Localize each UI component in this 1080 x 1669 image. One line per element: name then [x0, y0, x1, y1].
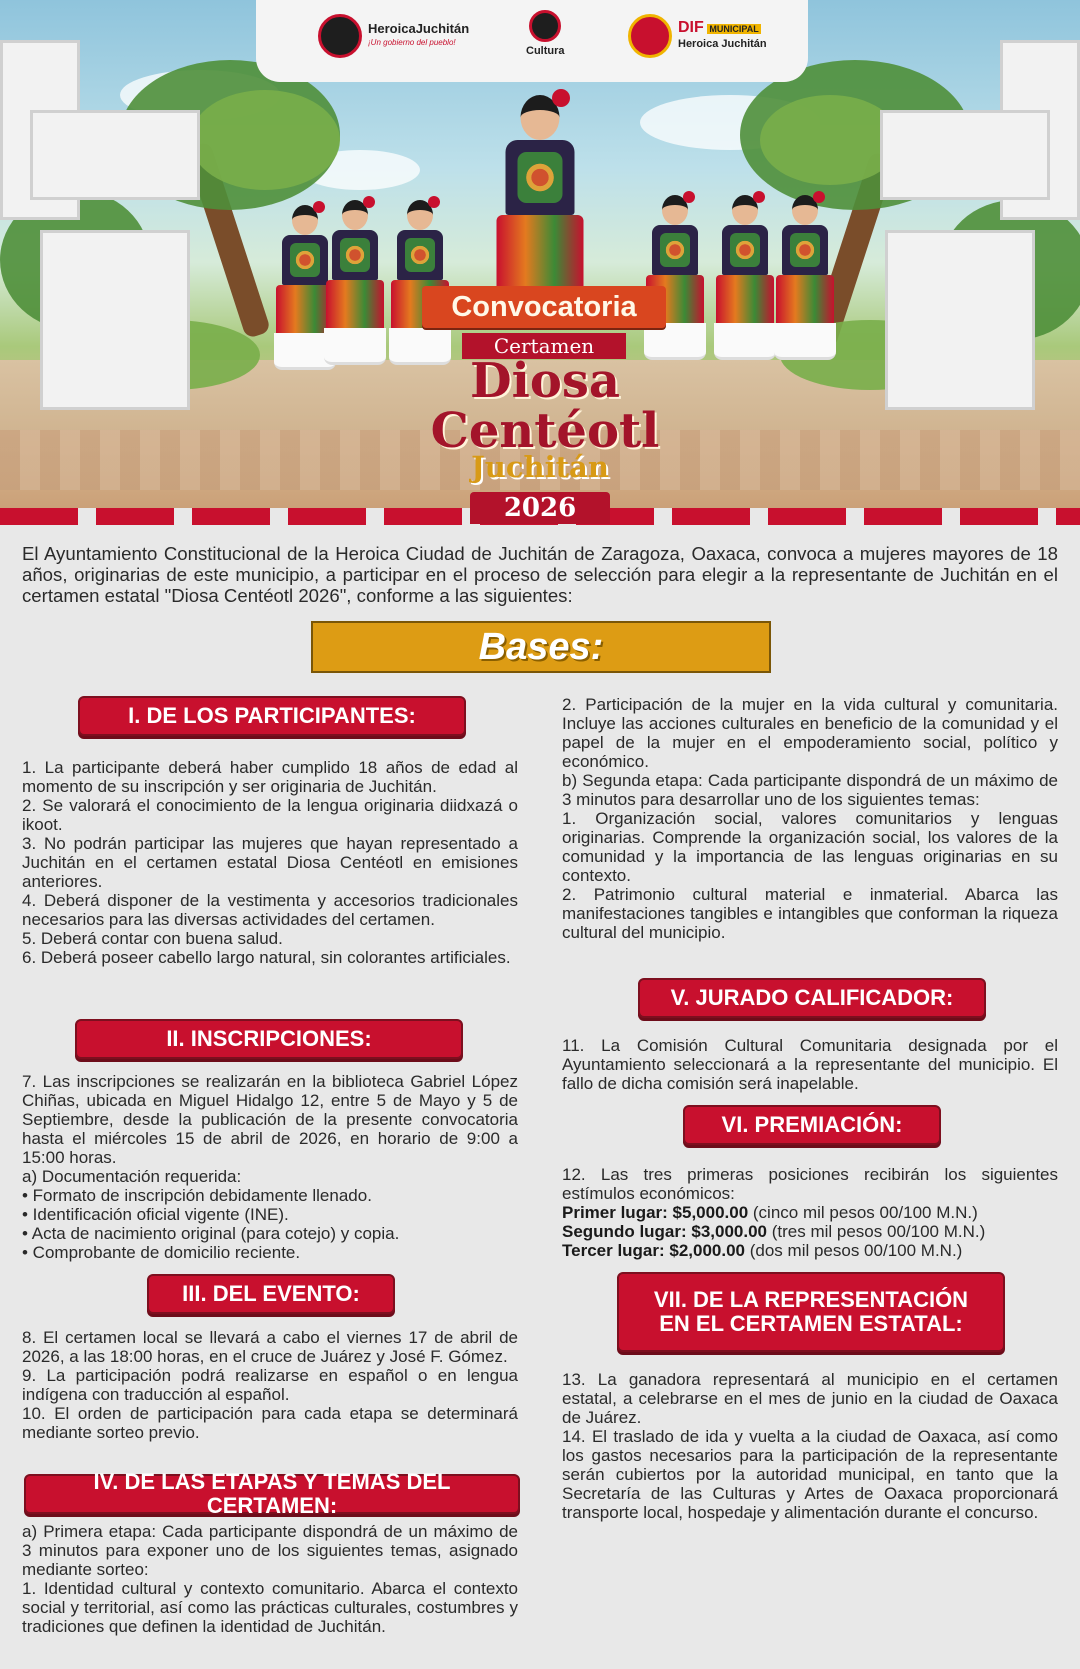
- dancer-illustration: [640, 195, 710, 365]
- section-evento-text: 8. El certamen local se llevará a cabo el viernes 17 de abril de 2026, a las 18:00 horas, en el cruce de Juárez y José F. Gómez. 9. La participación podrá realizarse en español o en lengua indígena con traducción al español. 10. El orden de participación para cada etapa se determinará mediante sorteo previo.: [22, 1328, 518, 1442]
- intro-paragraph: El Ayuntamiento Constitucional de la Heroica Ciudad de Juchitán de Zaragoza, Oaxaca, convoca a mujeres mayores de 18 años, originarias de este municipio, a participar en el proceso de selección para elegir a la representante de Juchitán en el certamen estatal "Diosa Centéotl 2026", conforme a las siguientes:: [22, 543, 1058, 606]
- prize-second: Segundo lugar: $3,000.00 (tres mil pesos 00/100 M.N.): [562, 1222, 986, 1241]
- header-illustration: [0, 0, 1080, 525]
- title-certamen: Certamen: [462, 333, 626, 359]
- title-juchitan: Juchitán: [471, 450, 609, 484]
- cultura-seal-icon: [529, 10, 561, 42]
- title-diosa-centeotl: Diosa Centéotl: [430, 353, 660, 459]
- section-title-inscripciones: II. INSCRIPCIONES:: [75, 1019, 463, 1059]
- section-jurado-text: 11. La Comisión Cultural Comunitaria designada por el Ayuntamiento seleccionará a la representante del municipio. El fallo de dicha comisión será inapelable.: [562, 1036, 1058, 1093]
- section-participantes-text: 1. La participante deberá haber cumplido 18 años de edad al momento de su inscripción y ser originaria de Juchitán. 2. Se valorará el conocimiento de la lengua originaria diidxazá o ikoot. 3. No podrán participar las mujeres que hayan representado a Juchitán en el certamen estatal Diosa Centéotl en emisiones anteriores. 4. Deberá disponer de la vestimenta y accesorios tradicionales necesarios para las diversas actividades del certamen. 5. Deberá contar con buena salud. 6. Deberá poseer cabello largo natural, sin colorantes artificiales.: [22, 758, 518, 967]
- dancer-illustration: [320, 200, 390, 370]
- section-premiacion-text: 12. Las tres primeras posiciones recibirán los siguientes estímulos económicos: Primer lugar: $5,000.00 (cinco mil pesos 00/100 M.N.) Segundo lugar: $3,000.00 (tres mil pesos 00/100 M.N.) Tercer lugar: $2,000.00 (dos mil pesos 00/100 M.N.): [562, 1165, 1058, 1260]
- logo-heroica-juchitan: HeroicaJuchitán ¡Un gobierno del pueblo!: [318, 14, 469, 58]
- section-title-evento: III. DEL EVENTO:: [147, 1274, 395, 1314]
- section-etapas-continued-text: 2. Participación de la mujer en la vida cultural y comunitaria. Incluye las acciones culturales en beneficio de la comunidad y el papel de la mujer en el empoderamiento social, político y económico. b) Segunda etapa: Cada participante dispondrá de un máximo de 3 minutos para desarrollar uno de los siguientes temas: 1. Organización social, valores comunitarios y lenguas originarias. Comprende la organización social, los valores de la comunidad y la importancia de las lenguas originarias en su contexto. 2. Patrimonio cultural material e inmaterial. Abarca las manifestaciones tangibles e intangibles que conforman la riqueza cultural del municipio.: [562, 695, 1058, 942]
- section-title-participantes: I. DE LOS PARTICIPANTES:: [78, 696, 466, 736]
- dif-seal-icon: [628, 14, 672, 58]
- section-inscripciones-text: 7. Las inscripciones se realizarán en la biblioteca Gabriel López Chiñas, ubicada en Miguel Hidalgo 12, entre 5 de Mayo y 5 de Septiembre, desde la publicación de la presente convocatoria hasta el miércoles 15 de abril de 2026, en horario de 9:00 a 15:00 horas. a) Documentación requerida: • Formato de inscripción debidamente llenado. • Identificación oficial vigente (INE). • Acta de nacimiento original (para cotejo) y copia. • Comprobante de domicilio reciente.: [22, 1072, 518, 1262]
- section-title-jurado: V. JURADO CALIFICADOR:: [638, 978, 986, 1018]
- section-etapas-text: a) Primera etapa: Cada participante dispondrá de un máximo de 3 minutos para exponer uno de los siguientes temas, asignado mediante sorteo: 1. Identidad cultural y contexto comunitario. Abarca el contexto social y territorial, así como las prácticas culturales, costumbres y tradiciones que definen la identidad de Juchitán.: [22, 1522, 518, 1636]
- dancer-illustration: [385, 200, 455, 370]
- section-title-representacion: VII. DE LA REPRESENTACIÓN EN EL CERTAMEN ESTATAL:: [617, 1272, 1005, 1352]
- title-convocatoria: Convocatoria: [422, 286, 666, 328]
- logo-cultura: Cultura: [526, 10, 565, 58]
- logo-bar: [256, 0, 808, 82]
- section-title-etapas: IV. DE LAS ETAPAS Y TEMAS DEL CERTAMEN:: [24, 1474, 520, 1514]
- prize-third: Tercer lugar: $2,000.00 (dos mil pesos 00/100 M.N.): [562, 1241, 963, 1260]
- municipal-seal-icon: [318, 14, 362, 58]
- dancer-illustration: [770, 195, 840, 365]
- title-year: 2026: [470, 492, 610, 524]
- section-representacion-text: 13. La ganadora representará al municipio en el certamen estatal, a celebrarse en el mes de junio en la ciudad de Oaxaca de Juárez. 14. El traslado de ida y vuelta a la ciudad de Oaxaca, así como los gastos necesarios para la participación de la representante serán cubiertos por la autoridad municipal, en tanto que la Secretaría de las Culturas y Artes de Oaxaca proporcionará transporte local, hospedaje y alimentación durante el concurso.: [562, 1370, 1058, 1522]
- prize-first: Primer lugar: $5,000.00 (cinco mil pesos 00/100 M.N.): [562, 1203, 978, 1222]
- logo-dif-municipal: DIF MUNICIPAL Heroica Juchitán: [628, 14, 767, 58]
- bases-banner: Bases:: [311, 621, 771, 673]
- section-title-premiacion: VI. PREMIACIÓN:: [683, 1105, 941, 1145]
